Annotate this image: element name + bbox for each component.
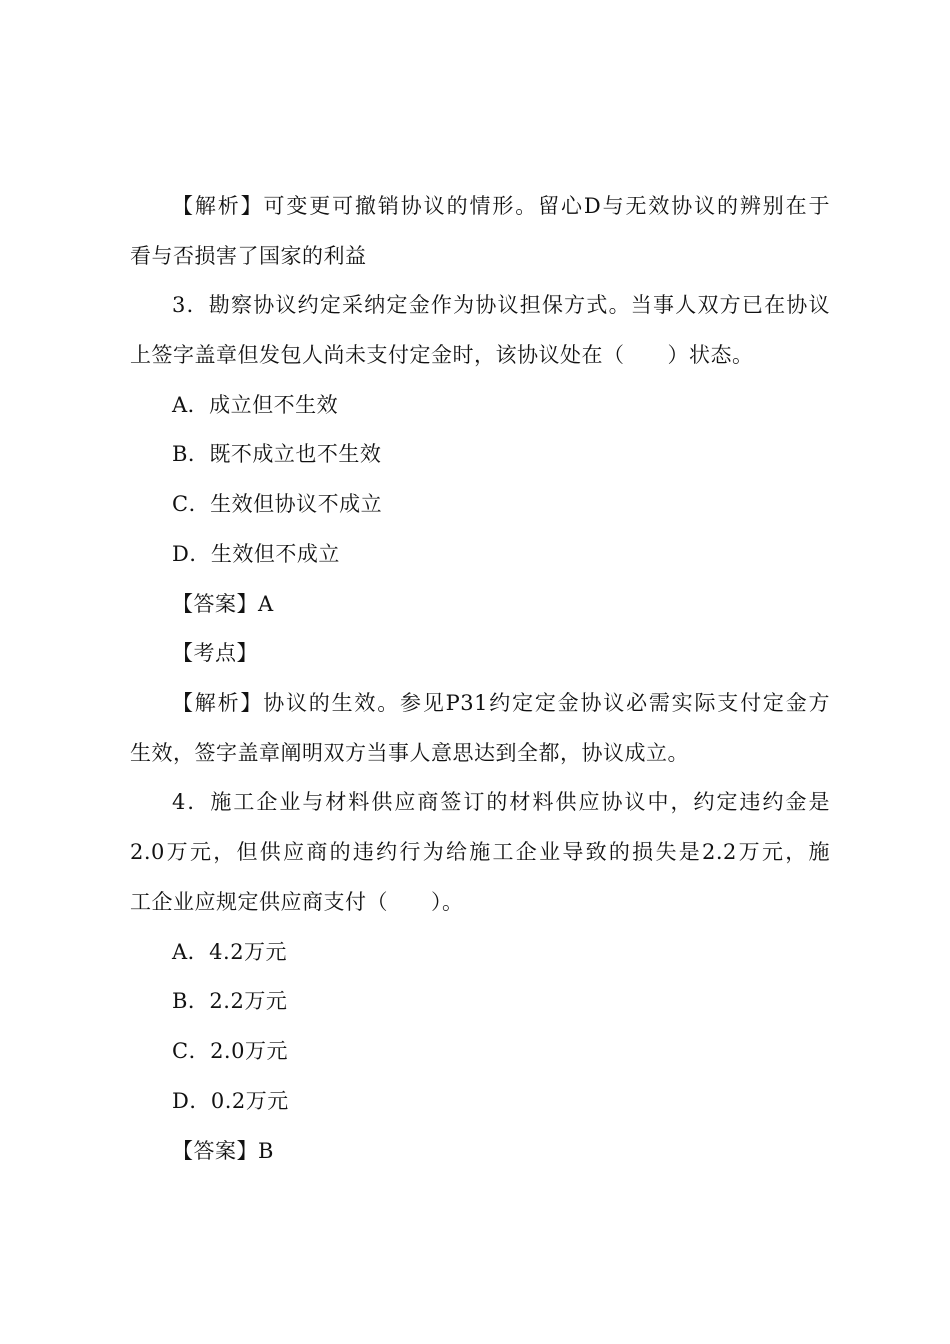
question-3-line-2: 上签字盖章但发包人尚未支付定金时，该协议处在（ ）状态。 bbox=[130, 343, 754, 367]
question-4-option-d: D．0.2万元 bbox=[172, 1089, 289, 1113]
question-4-option-b: B．2.2万元 bbox=[172, 989, 288, 1013]
question-4-line-2: 2.0万元，但供应商的违约行为给施工企业导致的损失是2.2万元，施 bbox=[130, 840, 830, 864]
question-3-option-c: C．生效但协议不成立 bbox=[172, 492, 383, 516]
question-4-option-a: A．4.2万元 bbox=[172, 940, 288, 964]
analysis-paragraph-1-line-2: 看与否损害了国家的利益 bbox=[130, 244, 367, 268]
question-4-line-1: 4．施工企业与材料供应商签订的材料供应协议中，约定违约金是 bbox=[172, 790, 830, 814]
analysis-paragraph-1-line-1: 【解析】可变更可撤销协议的情形。留心D与无效协议的辨别在于 bbox=[172, 194, 830, 218]
question-3-answer: 【答案】A bbox=[172, 592, 274, 616]
question-3-option-d: D．生效但不成立 bbox=[172, 542, 340, 566]
question-3-line-1: 3．勘察协议约定采纳定金作为协议担保方式。当事人双方已在协议 bbox=[172, 293, 830, 317]
question-3-key-point: 【考点】 bbox=[172, 641, 258, 665]
question-4-line-3: 工企业应规定供应商支付（ ）。 bbox=[130, 890, 464, 914]
question-3-option-b: B．既不成立也不生效 bbox=[172, 442, 382, 466]
question-3-option-a: A．成立但不生效 bbox=[172, 393, 339, 417]
question-3-analysis-line-2: 生效，签字盖章阐明双方当事人意思达到全都，协议成立。 bbox=[130, 741, 689, 765]
question-4-answer: 【答案】B bbox=[172, 1139, 274, 1163]
question-4-option-c: C．2.0万元 bbox=[172, 1039, 288, 1063]
question-3-analysis-line-1: 【解析】协议的生效。参见P31约定定金协议必需实际支付定金方 bbox=[172, 691, 830, 715]
